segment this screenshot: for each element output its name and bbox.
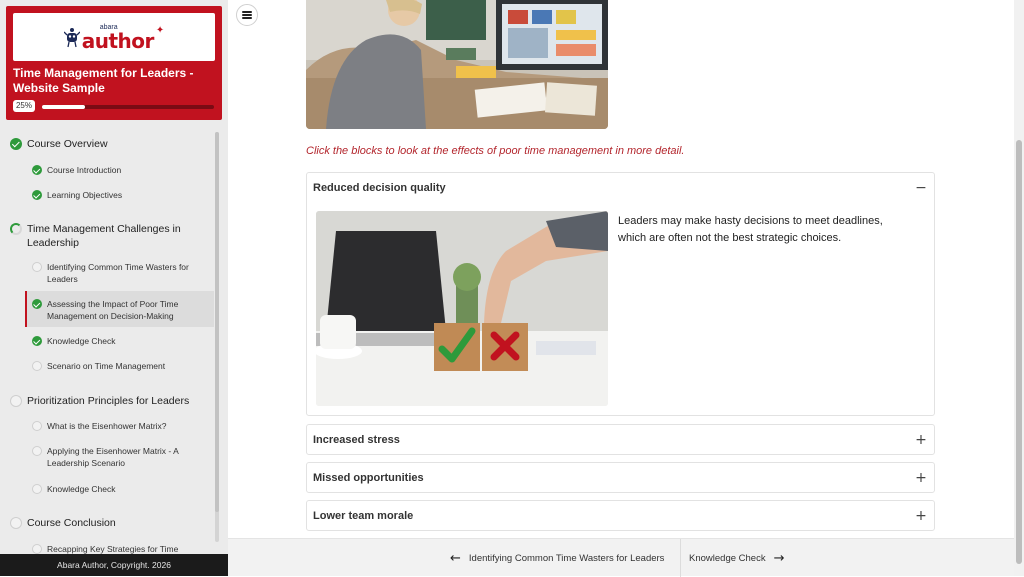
plus-icon[interactable]: + [915, 470, 927, 486]
progress-percent: 25% [13, 100, 35, 112]
nav-divider [680, 539, 681, 577]
empty-circle-icon [32, 361, 42, 371]
section-label: Course Conclusion [27, 517, 116, 529]
arrow-right-icon: → [773, 550, 785, 566]
robot-logo-icon [64, 26, 80, 48]
accordion-body [307, 203, 934, 415]
lesson-content [228, 0, 1014, 576]
section-label: Prioritization Principles for Leaders [27, 395, 190, 407]
item-label: Knowledge Check [47, 484, 116, 494]
outline-section-course-overview[interactable] [10, 137, 200, 151]
outline-item-learning-objectives[interactable] [32, 189, 202, 201]
outline-section-prioritization[interactable] [10, 394, 200, 408]
accordion-header[interactable] [307, 463, 934, 493]
page-scrollbar-track[interactable] [1014, 0, 1024, 576]
check-icon [32, 336, 42, 346]
accordion-title: Lower team morale [313, 510, 414, 522]
item-label: Learning Objectives [47, 190, 123, 200]
item-label: Recapping Key Strategies for Time [47, 544, 179, 554]
accordion-increased-stress [306, 424, 935, 455]
outline-section-course-conclusion[interactable] [10, 516, 200, 530]
course-title: Time Management for Leaders - Website Sample [13, 66, 194, 95]
accordion-title: Missed opportunities [313, 472, 424, 484]
logo [13, 13, 215, 61]
empty-circle-icon [32, 421, 42, 431]
empty-circle-icon [10, 517, 22, 529]
empty-circle-icon [32, 484, 42, 494]
menu-button[interactable] [236, 4, 258, 26]
decision-blocks-image [316, 211, 608, 406]
outline-scrollbar-thumb[interactable] [215, 132, 219, 512]
progress-bar-fill [42, 105, 85, 109]
section-label: Course Overview [27, 138, 108, 150]
outline-item-scenario[interactable] [32, 360, 202, 372]
section-label: Time Management Challenges in Leadership [27, 223, 181, 249]
next-lesson-button[interactable] [689, 539, 784, 577]
accordion-body-text: Leaders may make hasty decisions to meet deadlines, which are often not the best strategic choices. [618, 215, 883, 244]
item-label: What is the Eisenhower Matrix? [47, 421, 167, 431]
sidebar [0, 0, 228, 576]
item-label: Identifying Common Time Wasters for Leaders [47, 262, 189, 284]
stressed-leader-image [306, 0, 608, 129]
sparkle-icon: ✦ [155, 24, 165, 36]
check-icon [32, 165, 42, 175]
empty-circle-icon [10, 395, 22, 407]
logo-small-text: abara [99, 23, 118, 31]
course-header [6, 6, 222, 120]
course-outline [0, 124, 228, 554]
item-label: Course Introduction [47, 165, 122, 175]
empty-circle-icon [32, 544, 42, 554]
accordion-header[interactable] [307, 501, 934, 531]
empty-circle-icon [32, 262, 42, 272]
item-label: Assessing the Impact of Poor Time Management on Decision-Making [47, 299, 179, 321]
check-icon [10, 138, 22, 150]
empty-circle-icon [32, 446, 42, 456]
logo-wordmark: author [81, 28, 154, 53]
plus-icon[interactable]: + [915, 432, 927, 448]
outline-item-course-introduction[interactable] [32, 164, 202, 176]
previous-lesson-button[interactable] [450, 539, 664, 577]
menu-icon [242, 11, 252, 19]
item-label: Applying the Eisenhower Matrix - A Leadership Scenario [47, 446, 179, 468]
previous-lesson-label: Identifying Common Time Wasters for Leaders [468, 552, 665, 564]
progress-ring-icon [10, 223, 22, 235]
progress-bar [42, 105, 214, 109]
outline-item-eisenhower-matrix[interactable] [32, 420, 202, 432]
outline-item-applying-eisenhower[interactable] [32, 445, 202, 469]
plus-icon[interactable]: + [915, 508, 927, 524]
outline-item-recapping[interactable] [32, 543, 202, 554]
next-lesson-label: Knowledge Check [689, 552, 766, 564]
outline-item-knowledge-check[interactable] [32, 335, 202, 347]
accordion-header[interactable] [307, 425, 934, 455]
outline-item-identifying-time-wasters[interactable] [32, 261, 202, 285]
outline-item-assessing-impact[interactable] [32, 298, 202, 322]
copyright-footer: Abara Author, Copyright. 2026 [0, 554, 228, 576]
accordion-missed-opportunities [306, 462, 935, 493]
instruction-text: Click the blocks to look at the effects of poor time management in more detail. [306, 145, 685, 157]
item-label: Knowledge Check [47, 336, 116, 346]
outline-section-time-management-challenges[interactable] [10, 222, 200, 250]
accordion-header[interactable] [307, 173, 934, 203]
accordion-title: Increased stress [313, 434, 400, 446]
minus-icon[interactable]: − [915, 180, 927, 196]
page-scrollbar-thumb[interactable] [1016, 140, 1022, 564]
arrow-left-icon: ← [450, 550, 461, 566]
accordion-title: Reduced decision quality [313, 182, 446, 194]
item-label: Scenario on Time Management [47, 361, 166, 371]
accordion-reduced-decision-quality [306, 172, 935, 416]
outline-item-knowledge-check-2[interactable] [32, 483, 202, 495]
lesson-navigation-bar [228, 538, 1014, 576]
accordion-lower-team-morale [306, 500, 935, 531]
check-icon [32, 299, 42, 309]
check-icon [32, 190, 42, 200]
